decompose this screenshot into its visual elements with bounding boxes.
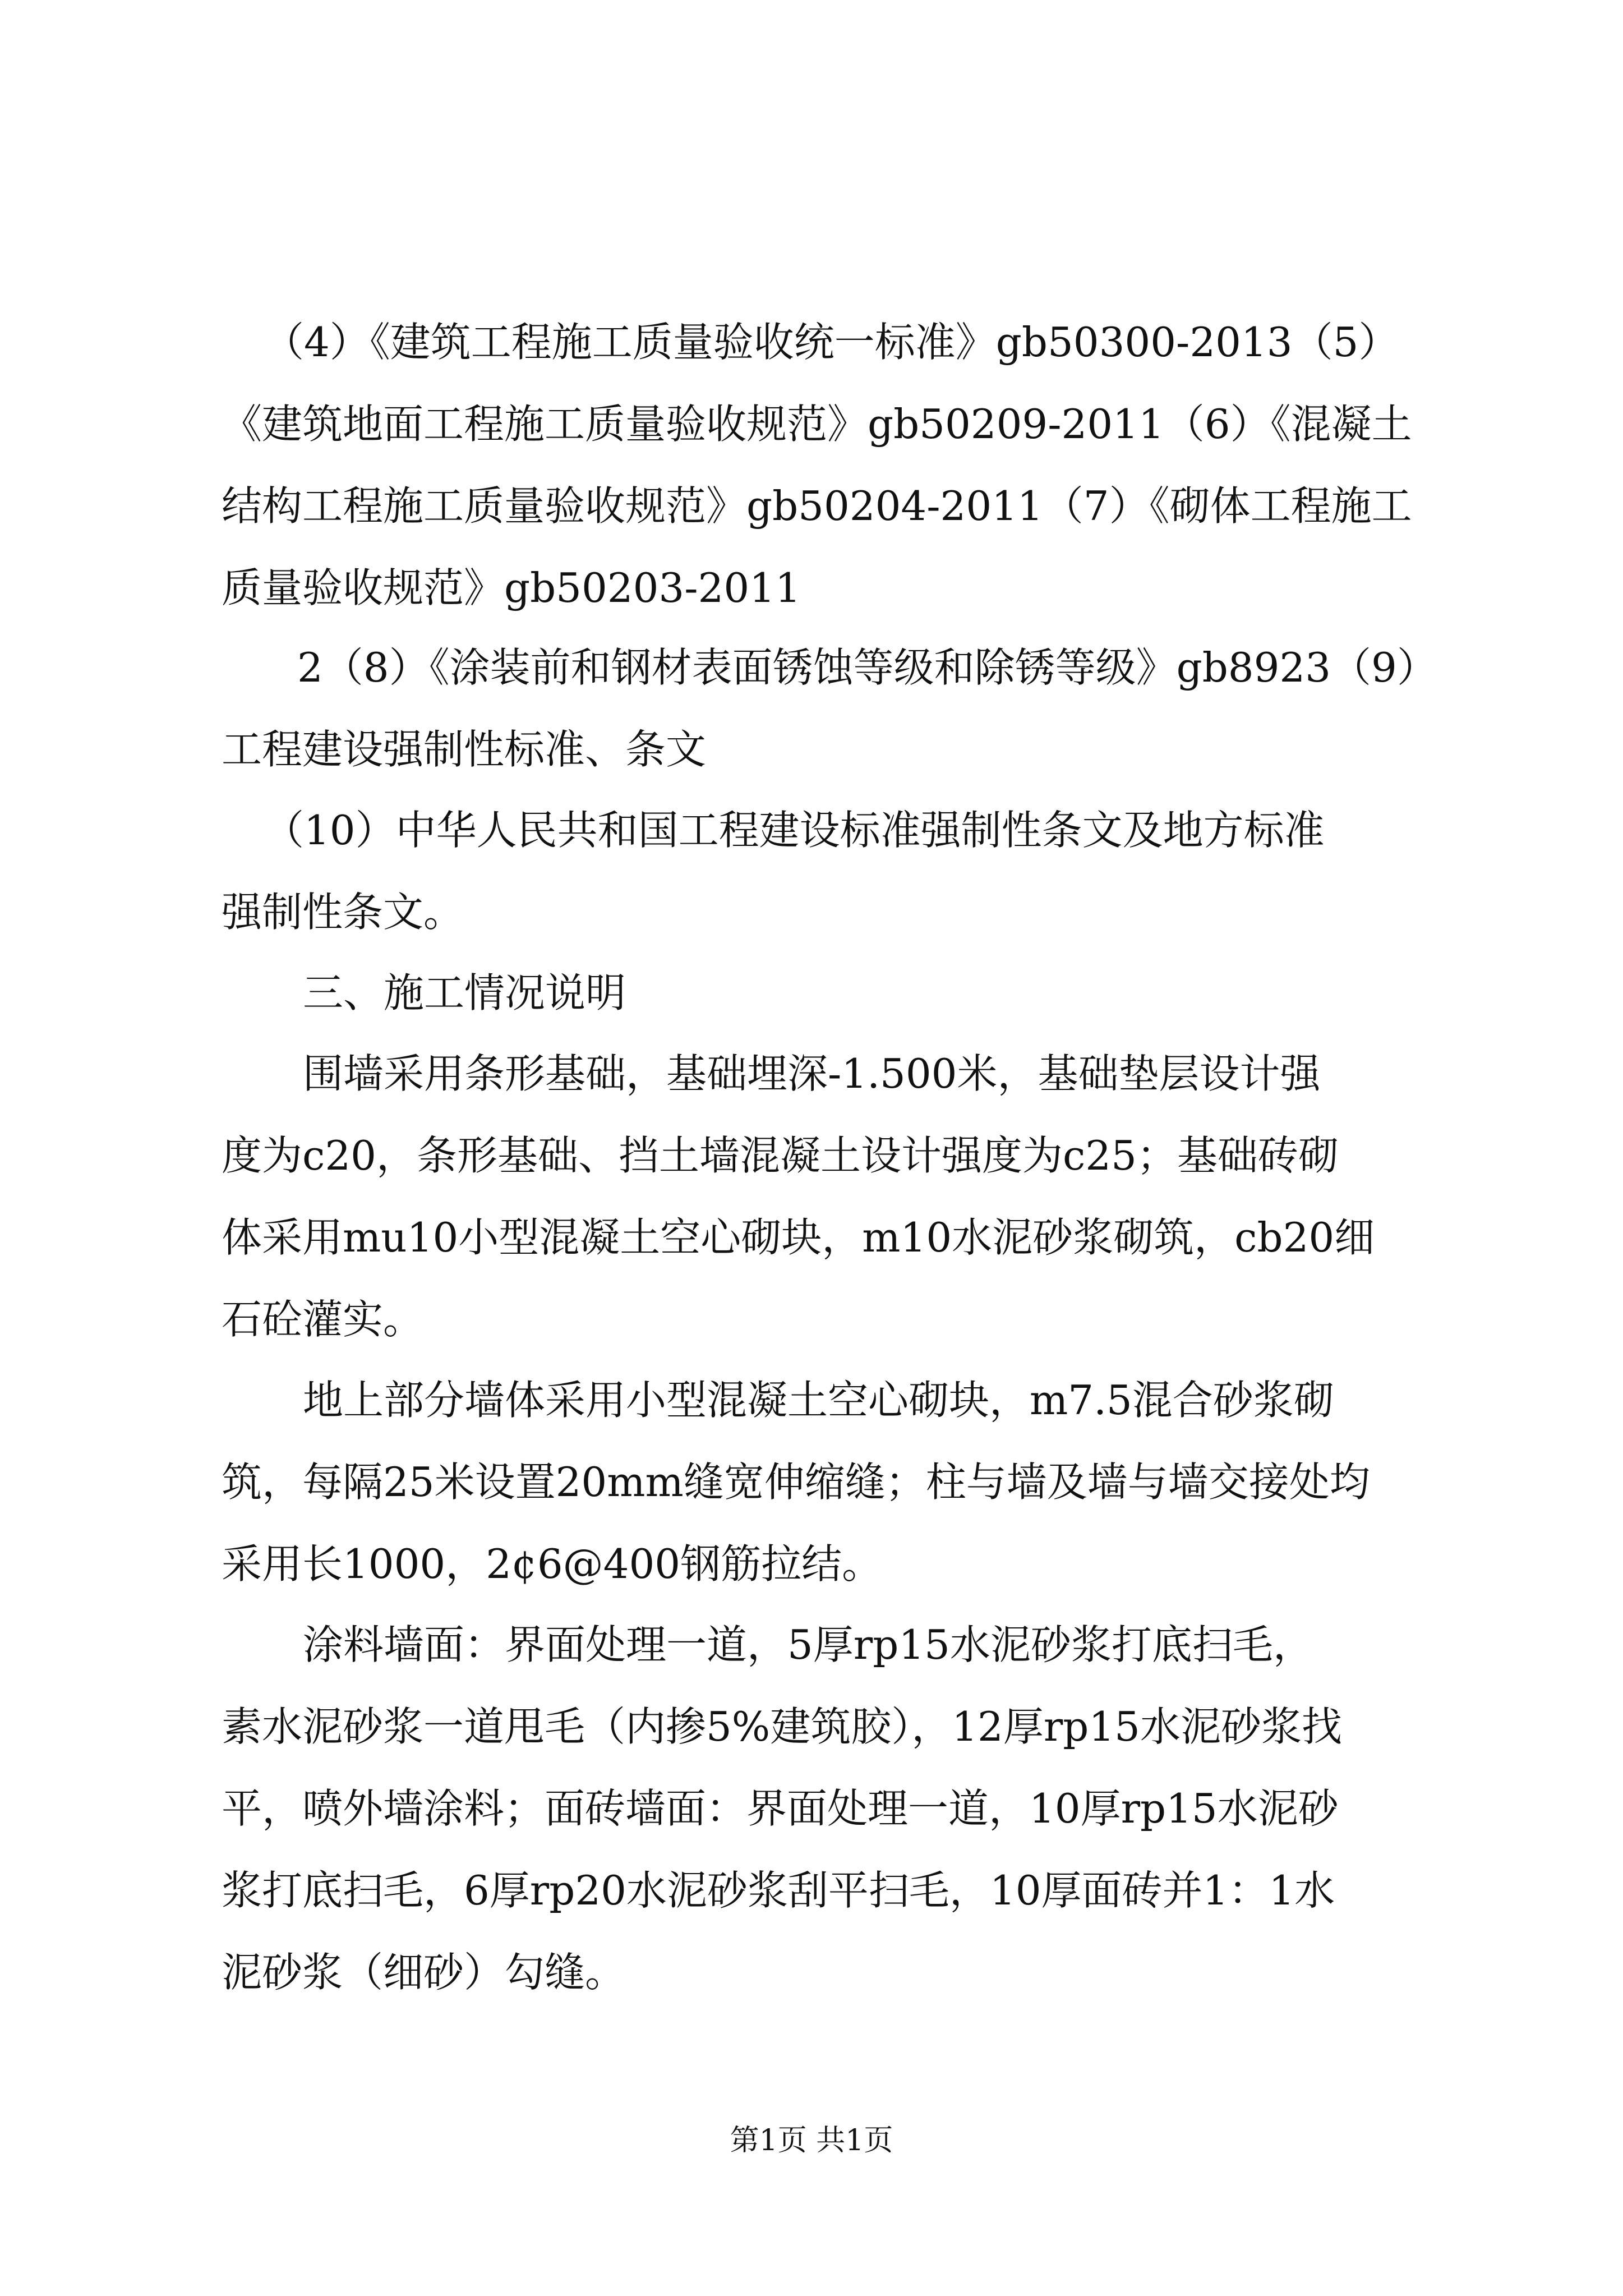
text-line-19: 平，喷外墙涂料；面砖墙面：界面处理一道，10厚rp15水泥砂 xyxy=(222,1785,1339,1832)
text-line-7: （10）中华人民共和国工程建设标准强制性条文及地方标准 xyxy=(264,807,1325,854)
text-line-20: 浆打底扫毛，6厚rp20水泥砂浆刮平扫毛，10厚面砖并1：1水 xyxy=(222,1867,1335,1914)
text-line-14: 地上部分墙体采用小型混凝土空心砌块，m7.5混合砂浆砌 xyxy=(303,1377,1334,1424)
text-line-2: 《建筑地面工程施工质量验收规范》gb50209-2011（6）《混凝土 xyxy=(222,401,1412,448)
text-line-16: 采用长1000，2¢6@400钢筋拉结。 xyxy=(222,1540,883,1588)
text-line-10: 围墙采用条形基础，基础埋深-1.500米，基础垫层设计强 xyxy=(303,1050,1321,1097)
text-line-5: 2（8）《涂装前和钢材表面锈蚀等级和除锈等级》gb8923（9） xyxy=(297,644,1437,691)
text-line-21: 泥砂浆（细砂）勾缝。 xyxy=(222,1949,626,1996)
text-line-8: 强制性条文。 xyxy=(222,889,464,936)
text-line-15: 筑，每隔25米设置20mm缝宽伸缩缝；柱与墙及墙与墙交接处均 xyxy=(222,1458,1370,1506)
text-line-13: 石砼灌实。 xyxy=(222,1296,424,1343)
text-line-18: 素水泥砂浆一道甩毛（内掺5%建筑胶），12厚rp15水泥砂浆找 xyxy=(222,1703,1342,1750)
section-heading: 三、施工情况说明 xyxy=(303,969,626,1016)
text-line-4: 质量验收规范》gb50203-2011 xyxy=(222,564,801,611)
text-line-1: （4）《建筑工程施工质量验收统一标准》gb50300-2013（5） xyxy=(264,319,1399,366)
text-line-17: 涂料墙面：界面处理一道，5厚rp15水泥砂浆打底扫毛， xyxy=(303,1621,1313,1668)
text-line-11: 度为c20，条形基础、挡土墙混凝土设计强度为c25；基础砖砌 xyxy=(222,1132,1339,1179)
text-line-6: 工程建设强制性标准、条文 xyxy=(222,726,707,773)
text-line-3: 结构工程施工质量验收规范》gb50204-2011（7）《砌体工程施工 xyxy=(222,482,1412,530)
page-footer: 第1页 共1页 xyxy=(730,2124,893,2157)
text-line-12: 体采用mu10小型混凝土空心砌块，m10水泥砂浆砌筑，cb20细 xyxy=(222,1214,1375,1261)
